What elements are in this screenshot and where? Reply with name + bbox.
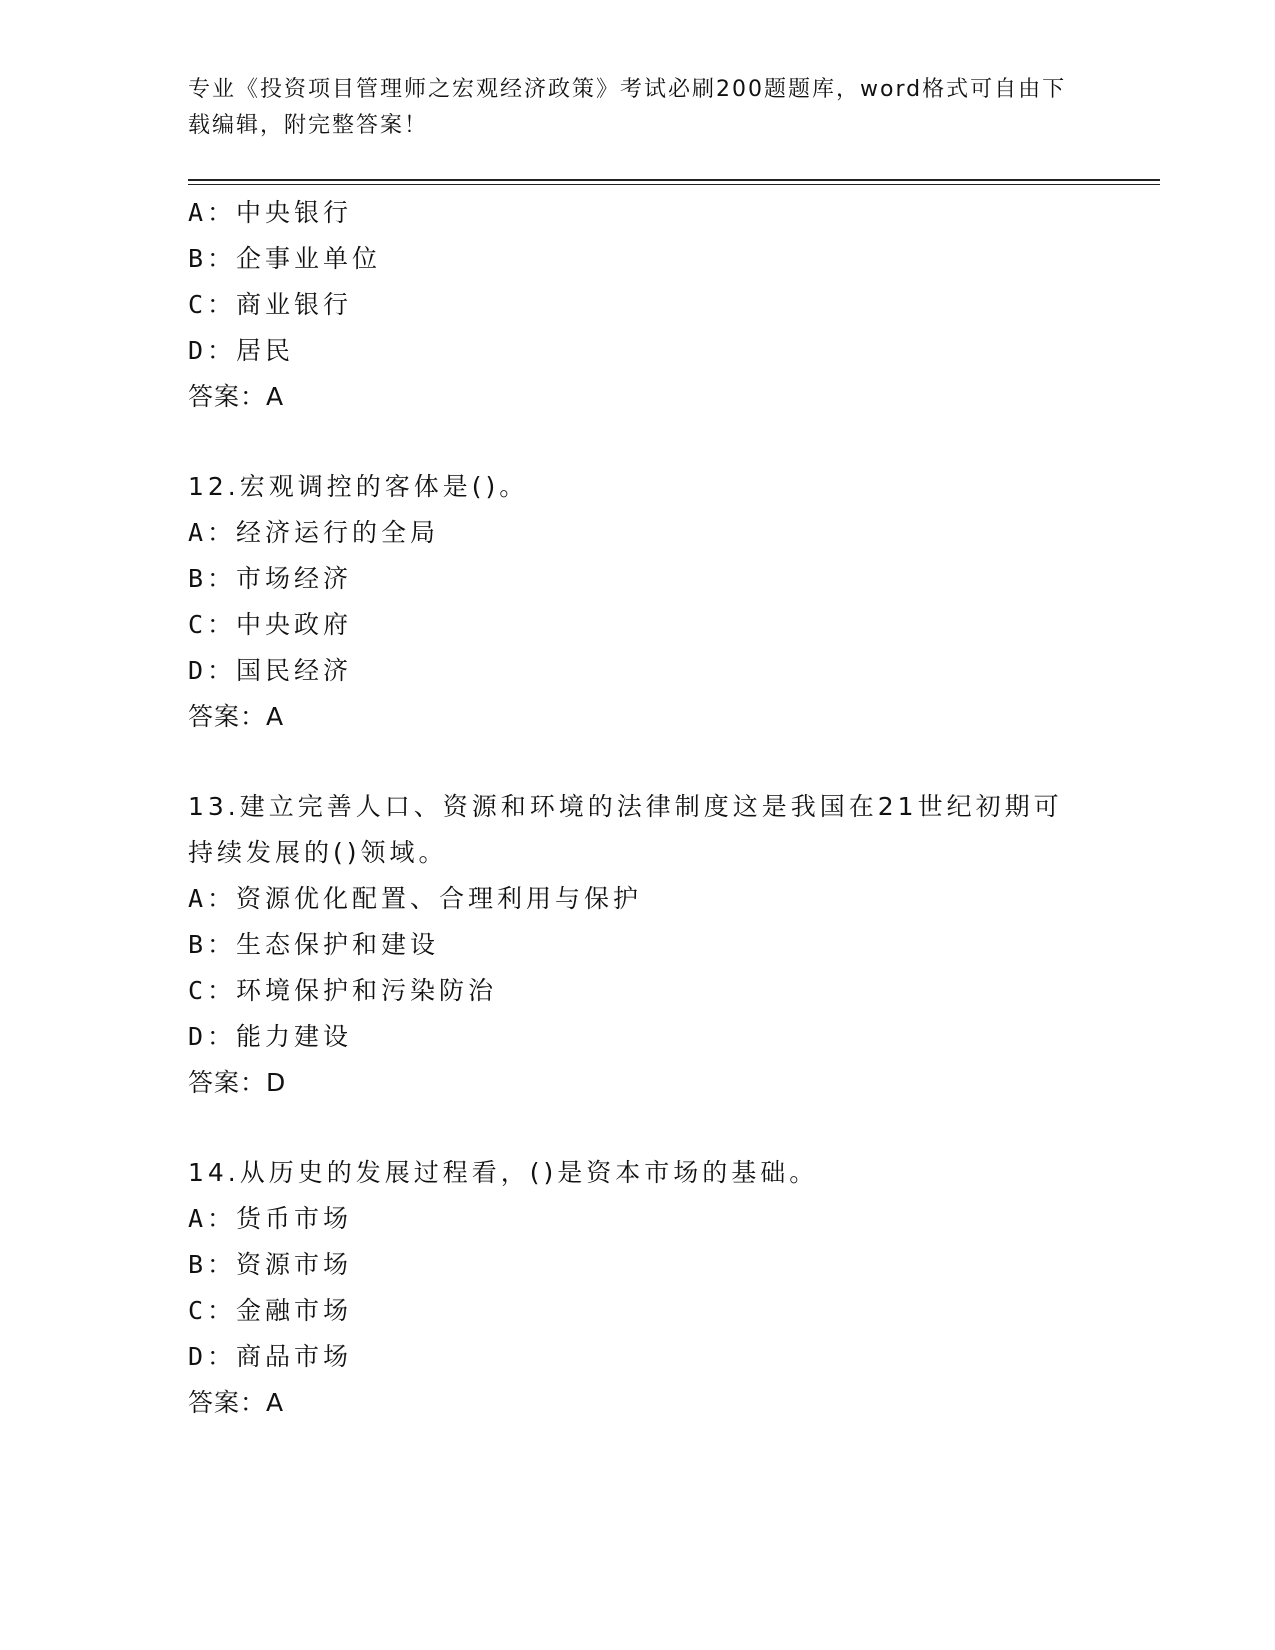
- option-d: D：国民经济: [188, 656, 353, 685]
- question-stem: 13.建立完善人口、资源和环境的法律制度这是我国在21世纪初期可持续发展的()领域。: [188, 792, 1063, 867]
- question-stem: 14.从历史的发展过程看，()是资本市场的基础。: [188, 1158, 819, 1187]
- option-d: D：能力建设: [188, 1022, 353, 1051]
- answer-line: 答案：A: [188, 702, 285, 731]
- answer-line: 答案：A: [188, 382, 285, 411]
- option-a: A：经济运行的全局: [188, 518, 440, 547]
- option-d: D：商品市场: [188, 1342, 353, 1371]
- header-rule-thin: [188, 184, 1160, 185]
- option-a: A：中央银行: [188, 198, 353, 227]
- option-b: B：企事业单位: [188, 244, 382, 273]
- question-block-13: [188, 784, 1088, 1106]
- question-list: [188, 190, 1088, 1426]
- option-c: C：金融市场: [188, 1296, 353, 1325]
- header-rule-thick: [188, 179, 1160, 181]
- question-block-14: [188, 1150, 1088, 1426]
- question-block-12: [188, 464, 1088, 740]
- option-c: C：中央政府: [188, 610, 353, 639]
- option-b: B：资源市场: [188, 1250, 353, 1279]
- question-block-11: [188, 190, 1088, 420]
- option-c: C：商业银行: [188, 290, 353, 319]
- option-d: D：居民: [188, 336, 295, 365]
- answer-line: 答案：D: [188, 1068, 287, 1097]
- option-b: B：市场经济: [188, 564, 353, 593]
- document-header: 专业《投资项目管理师之宏观经济政策》考试必刷200题题库，word格式可自由下载编辑，附完整答案！: [188, 77, 1067, 138]
- answer-line: 答案：A: [188, 1388, 285, 1417]
- option-c: C：环境保护和污染防治: [188, 976, 498, 1005]
- option-a: A：资源优化配置、合理利用与保护: [188, 884, 643, 913]
- question-stem: 12.宏观调控的客体是()。: [188, 472, 529, 501]
- option-a: A：货币市场: [188, 1204, 353, 1233]
- option-b: B：生态保护和建设: [188, 930, 440, 959]
